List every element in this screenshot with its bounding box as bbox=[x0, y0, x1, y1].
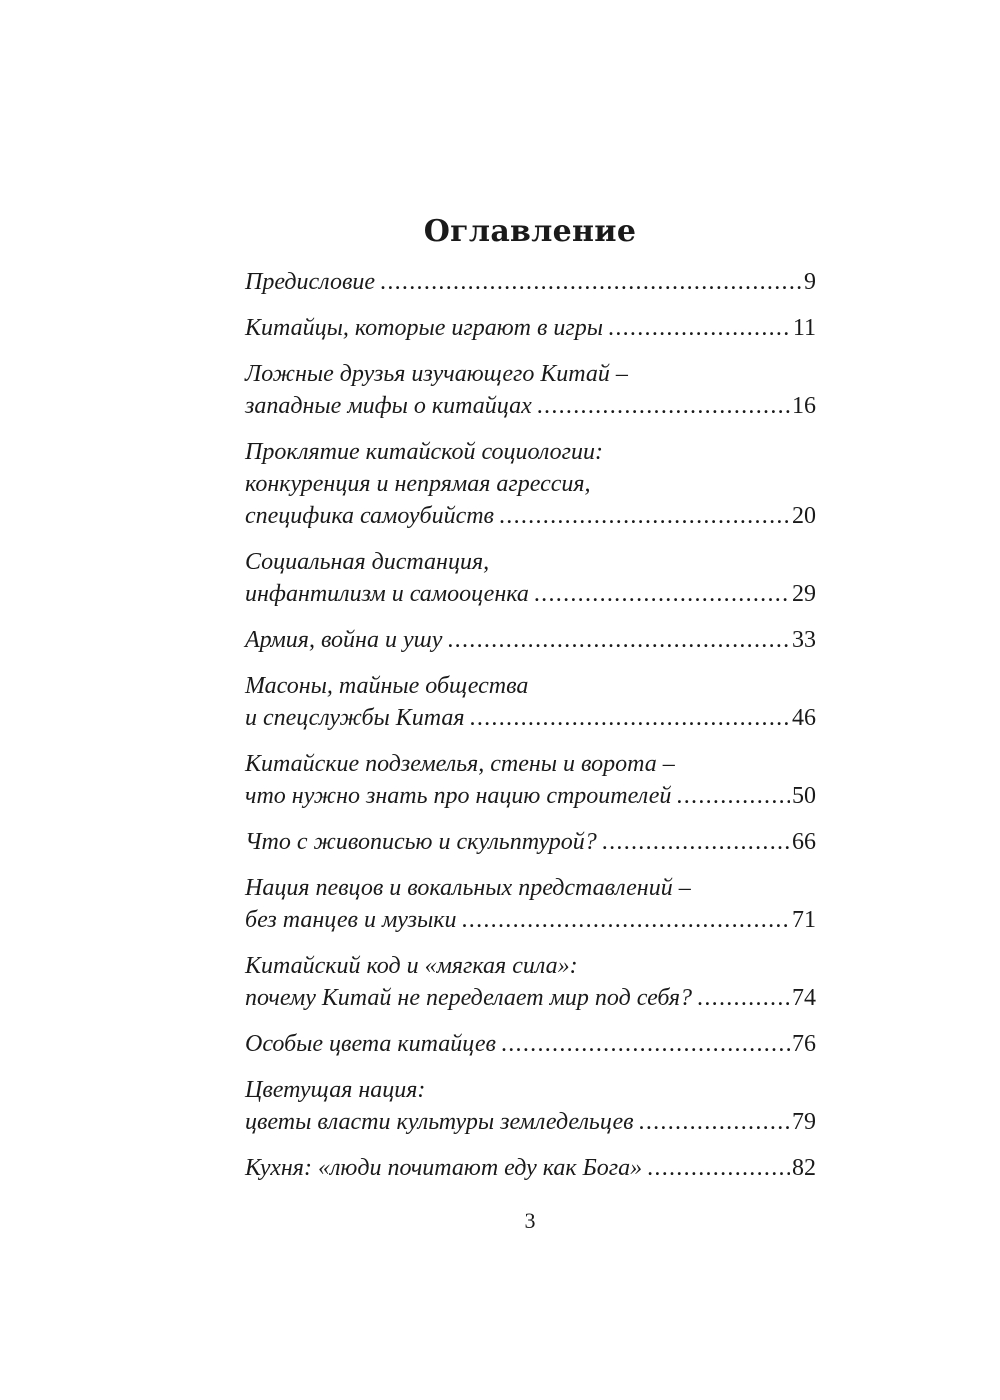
toc-entry-title: Армия, война и ушу bbox=[245, 627, 443, 653]
toc-entry bbox=[245, 748, 816, 812]
toc-page-number: 33 bbox=[792, 627, 816, 653]
toc-entry-title: почему Китай не переделает мир под себя? bbox=[245, 985, 693, 1011]
toc-entry-line-last bbox=[245, 266, 816, 298]
dot-leader bbox=[608, 312, 791, 344]
toc-entry-line-last bbox=[245, 1152, 816, 1184]
toc-entry-line-last bbox=[245, 780, 816, 812]
dot-leader bbox=[602, 826, 790, 858]
dot-leader bbox=[380, 266, 802, 298]
toc-page-number: 71 bbox=[792, 907, 816, 933]
toc-entry-line-last bbox=[245, 624, 816, 656]
toc-entry bbox=[245, 670, 816, 734]
dot-leader bbox=[639, 1106, 790, 1138]
dot-leader bbox=[676, 780, 790, 812]
toc-page-number: 46 bbox=[792, 705, 816, 731]
dot-leader bbox=[647, 1152, 790, 1184]
toc-entry-title: Китайские подземелья, стены и ворота – bbox=[245, 751, 675, 777]
page-title: Оглавление bbox=[423, 214, 637, 249]
toc-page-number: 50 bbox=[792, 783, 816, 809]
toc-entry-title: Масоны, тайные общества bbox=[245, 673, 529, 699]
toc-entry-title: Что с живописью и скульптурой? bbox=[245, 829, 597, 855]
toc-page-number: 9 bbox=[804, 269, 816, 295]
toc-entry bbox=[245, 436, 816, 532]
toc-entry bbox=[245, 266, 816, 298]
toc-page-number: 82 bbox=[792, 1155, 816, 1181]
toc-entry-line-last bbox=[245, 390, 816, 422]
toc-entry-title: Ложные друзья изучающего Китай – bbox=[245, 361, 628, 387]
toc-entry-title: Китайцы, которые играют в игры bbox=[245, 315, 604, 341]
toc-entry bbox=[245, 312, 816, 344]
toc-page-number: 74 bbox=[792, 985, 816, 1011]
toc-entry-title: что нужно знать про нацию строителей bbox=[245, 783, 672, 809]
toc-page-number: 79 bbox=[792, 1109, 816, 1135]
toc-entry-line-last bbox=[245, 904, 816, 936]
toc-entry-title: Нация певцов и вокальных представлений – bbox=[245, 875, 691, 901]
toc-entry-title: Особые цвета китайцев bbox=[245, 1031, 496, 1057]
toc-entry-title: цветы власти культуры земледельцев bbox=[245, 1109, 634, 1135]
dot-leader bbox=[501, 1028, 790, 1060]
toc-page-number: 16 bbox=[792, 393, 816, 419]
toc-entry-title: Предисловие bbox=[245, 269, 376, 295]
toc-entry-title: Проклятие китайской социологии: bbox=[245, 439, 604, 465]
toc-entry-title: западные мифы о китайцах bbox=[245, 393, 532, 419]
toc-entry-line-last bbox=[245, 982, 816, 1014]
dot-leader bbox=[447, 624, 790, 656]
toc-entry-title: специфика самоубийств bbox=[245, 503, 494, 529]
dot-leader bbox=[470, 702, 790, 734]
page-number: 3 bbox=[524, 1208, 536, 1233]
toc-entry-line-last bbox=[245, 1106, 816, 1138]
toc-page-number: 76 bbox=[792, 1031, 816, 1057]
dot-leader bbox=[697, 982, 790, 1014]
toc-entry-title: Социальная дистанция, bbox=[245, 549, 490, 575]
dot-leader bbox=[534, 578, 790, 610]
toc-entry-title: и спецслужбы Китая bbox=[245, 705, 465, 731]
toc-entry bbox=[245, 872, 816, 936]
toc-entry bbox=[245, 826, 816, 858]
toc-entry-line-last bbox=[245, 826, 816, 858]
toc-entry bbox=[245, 546, 816, 610]
toc-entry bbox=[245, 950, 816, 1014]
dot-leader bbox=[461, 904, 790, 936]
toc-entry-title: инфантилизм и самооценка bbox=[245, 581, 529, 607]
toc-entry bbox=[245, 358, 816, 422]
toc-page-number: 20 bbox=[792, 503, 816, 529]
dot-leader bbox=[499, 500, 790, 532]
toc-entry-title: Китайский код и «мягкая сила»: bbox=[245, 953, 578, 979]
toc-entry-title: Цветущая нация: bbox=[245, 1077, 426, 1103]
toc-entry-line-last bbox=[245, 1028, 816, 1060]
toc-entry-line-last bbox=[245, 578, 816, 610]
toc-entry-title: конкуренция и непрямая агрессия, bbox=[245, 471, 591, 497]
toc-entry-title: без танцев и музыки bbox=[245, 907, 457, 933]
toc-entry bbox=[245, 1028, 816, 1060]
toc-page-number: 66 bbox=[792, 829, 816, 855]
toc-entry-line-last bbox=[245, 702, 816, 734]
toc-entry-title: Кухня: «люди почитают еду как Бога» bbox=[245, 1155, 643, 1181]
toc-entry-line-last bbox=[245, 500, 816, 532]
toc-entry bbox=[245, 1152, 816, 1184]
toc-entry bbox=[245, 1074, 816, 1138]
toc-page-number: 29 bbox=[792, 581, 816, 607]
dot-leader bbox=[537, 390, 790, 422]
toc-entry-line-last bbox=[245, 312, 816, 344]
toc-entry bbox=[245, 624, 816, 656]
table-of-contents bbox=[245, 266, 816, 1198]
toc-page-number: 11 bbox=[792, 315, 816, 341]
